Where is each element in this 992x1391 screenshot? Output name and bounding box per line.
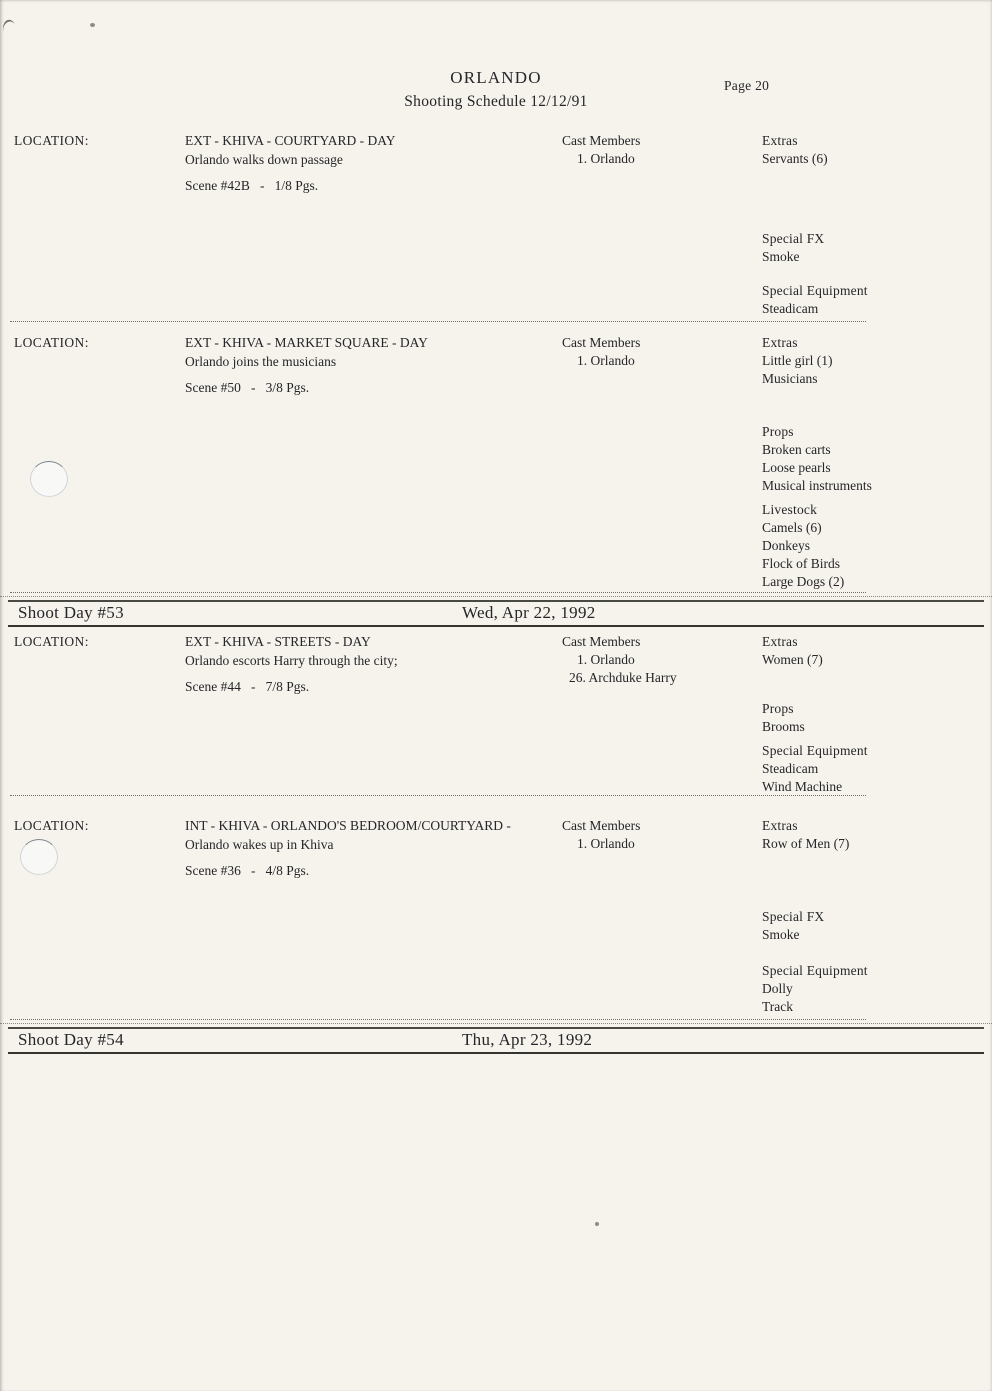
group-heading: Props xyxy=(762,701,794,716)
section-separator xyxy=(10,592,866,593)
scene-action: Orlando walks down passage xyxy=(185,152,343,167)
group-heading: Special Equipment xyxy=(762,963,868,978)
group-heading: Special FX xyxy=(762,231,825,246)
group-item: Flock of Birds xyxy=(762,556,841,571)
document-header xyxy=(0,0,992,111)
special-equipment-group xyxy=(762,742,992,796)
location-title: EXT - KHIVA - MARKET SQUARE - DAY xyxy=(185,335,428,350)
schedule-block xyxy=(0,132,992,321)
location-label: LOCATION: xyxy=(14,335,89,350)
shoot-day-label: Shoot Day #54 xyxy=(18,1030,124,1049)
scene-action: Orlando wakes up in Khiva xyxy=(185,837,334,852)
group-heading: Livestock xyxy=(762,502,818,517)
group-heading: Extras xyxy=(762,335,798,350)
special-fx-group xyxy=(762,230,992,266)
group-heading: Extras xyxy=(762,634,798,649)
shoot-day-date: Thu, Apr 23, 1992 xyxy=(462,1030,593,1049)
location-label: LOCATION: xyxy=(14,634,89,649)
group-heading: Props xyxy=(762,424,794,439)
location-title: EXT - KHIVA - COURTYARD - DAY xyxy=(185,133,396,148)
hole-punch xyxy=(30,461,68,497)
group-item: Row of Men (7) xyxy=(762,836,850,851)
group-heading: Special Equipment xyxy=(762,283,868,298)
scene-action: Orlando escorts Harry through the city; xyxy=(185,653,398,668)
group-item: Brooms xyxy=(762,719,805,734)
cast-members-header: Cast Members xyxy=(562,818,641,833)
group-item: Smoke xyxy=(762,249,800,264)
group-item: Broken carts xyxy=(762,442,831,457)
group-heading: Extras xyxy=(762,818,798,833)
group-item: Musicians xyxy=(762,371,818,386)
special-equipment-group xyxy=(762,282,992,318)
schedule-block xyxy=(0,334,992,592)
scene-number: Scene #50 - 3/8 Pgs. xyxy=(185,380,310,395)
livestock-group xyxy=(762,501,992,591)
group-item: Large Dogs (2) xyxy=(762,574,845,589)
group-item: Dolly xyxy=(762,981,793,996)
location-label: LOCATION: xyxy=(14,133,89,148)
cast-members-header: Cast Members xyxy=(562,335,641,350)
schedule-block xyxy=(0,633,992,795)
location-label: LOCATION: xyxy=(14,818,89,833)
group-item: Little girl (1) xyxy=(762,353,833,368)
cast-member: 1. Orlando xyxy=(577,652,635,667)
group-heading: Special Equipment xyxy=(762,743,868,758)
props-group xyxy=(762,423,992,495)
extras-group xyxy=(762,334,992,388)
special-fx-group xyxy=(762,908,992,944)
section-separator xyxy=(10,1019,866,1020)
special-equipment-group xyxy=(762,962,992,1016)
scene-action: Orlando joins the musicians xyxy=(185,354,337,369)
page-number: Page 20 xyxy=(724,78,770,93)
extras-group xyxy=(762,633,992,669)
shoot-day-label: Shoot Day #53 xyxy=(18,603,124,622)
scene-number: Scene #44 - 7/8 Pgs. xyxy=(185,679,310,694)
group-item: Camels (6) xyxy=(762,520,822,535)
cast-member: 1. Orlando xyxy=(577,353,635,368)
group-item: Musical instruments xyxy=(762,478,872,493)
hole-punch xyxy=(20,839,58,875)
group-item: Servants (6) xyxy=(762,151,828,166)
group-item: Track xyxy=(762,999,794,1014)
extras-group xyxy=(762,817,992,853)
document-subtitle: Shooting Schedule 12/12/91 xyxy=(404,93,588,110)
props-group xyxy=(762,700,992,736)
cast-member: 1. Orlando xyxy=(577,151,635,166)
cast-member: 26. Archduke Harry xyxy=(569,670,677,685)
schedule-block xyxy=(0,817,992,1019)
group-item: Smoke xyxy=(762,927,800,942)
shoot-day-banner xyxy=(0,1023,992,1054)
shoot-day-date: Wed, Apr 22, 1992 xyxy=(462,603,596,622)
section-separator xyxy=(10,321,866,322)
cast-members-header: Cast Members xyxy=(562,133,641,148)
scene-number: Scene #42B - 1/8 Pgs. xyxy=(185,178,319,193)
group-item: Wind Machine xyxy=(762,779,843,794)
scan-speck xyxy=(595,1222,599,1226)
document-title: ORLANDO xyxy=(450,68,542,87)
location-title: INT - KHIVA - ORLANDO'S BEDROOM/COURTYARD - xyxy=(185,818,511,833)
scene-number: Scene #36 - 4/8 Pgs. xyxy=(185,863,310,878)
group-item: Steadicam xyxy=(762,761,819,776)
cast-member: 1. Orlando xyxy=(577,836,635,851)
location-title: EXT - KHIVA - STREETS - DAY xyxy=(185,634,371,649)
group-item: Women (7) xyxy=(762,652,823,667)
group-heading: Special FX xyxy=(762,909,825,924)
shoot-day-banner xyxy=(0,596,992,627)
group-heading: Extras xyxy=(762,133,798,148)
extras-group xyxy=(762,132,992,168)
group-item: Donkeys xyxy=(762,538,810,553)
cast-members-header: Cast Members xyxy=(562,634,641,649)
group-item: Steadicam xyxy=(762,301,819,316)
group-item: Loose pearls xyxy=(762,460,831,475)
